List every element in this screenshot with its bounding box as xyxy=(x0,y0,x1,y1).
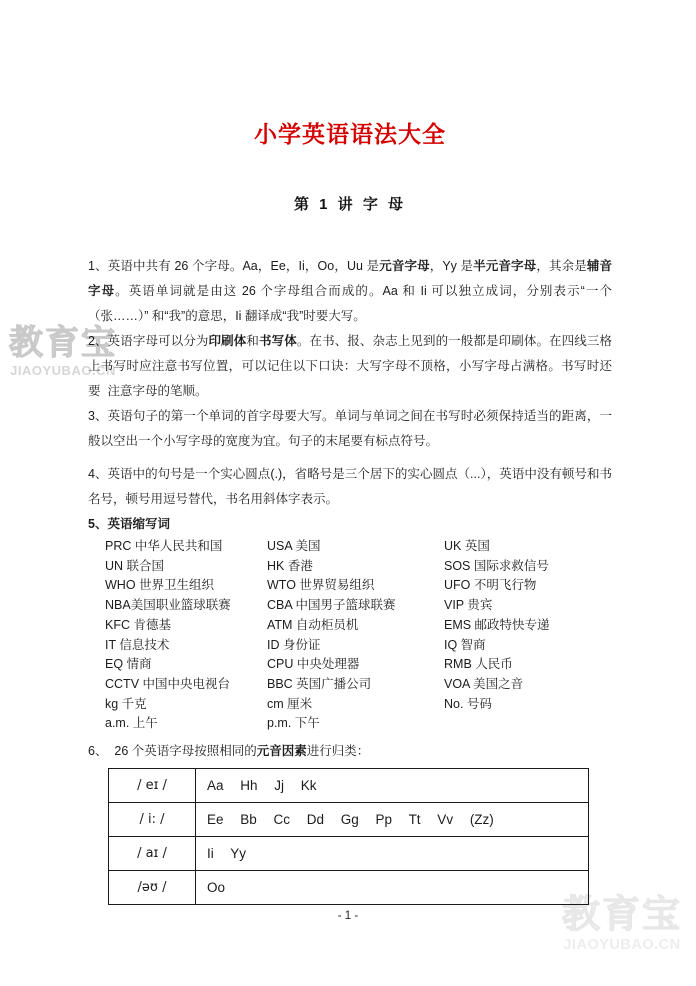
phoneme-symbol-cell: / aɪ / xyxy=(109,837,196,871)
paragraph-3: 3、英语句子的第一个单词的首字母要大写。单词与单词之间在书写时必须保持适当的距离，一 般以空出一个小写字母的宽度为宜。句子的末尾要有标点符号。 xyxy=(88,409,619,448)
abbreviation-item: IT 信息技术 xyxy=(105,637,170,652)
abbreviation-item: NBA美国职业篮球联赛 xyxy=(105,598,231,613)
paragraph-2 xyxy=(88,329,619,404)
letters-cell: Oo xyxy=(196,871,589,905)
phoneme-symbol-cell: / i: / xyxy=(109,803,196,837)
lesson-heading: 第 1 讲 字 母 xyxy=(293,196,406,213)
heading-text: 进行归类： xyxy=(306,744,370,759)
bold-term-print-style: 印刷体 xyxy=(208,334,247,348)
abbreviation-item: VIP 贵宾 xyxy=(444,598,493,613)
bold-term-vowel-phoneme: 元音因素 xyxy=(256,744,307,759)
classification-heading xyxy=(88,739,612,764)
document-title: 小学英语语法大全 xyxy=(254,121,446,147)
abbreviation-item: kg 千克 xyxy=(105,696,147,711)
abbreviation-item: HK 香港 xyxy=(267,558,313,573)
watermark-logo: 教育宝 xyxy=(561,894,682,936)
abbreviation-list xyxy=(105,537,612,734)
letters-cell: Aa Hh Jj Kk xyxy=(196,769,589,803)
heading-text: 6、 26 个英语字母按照相同的 xyxy=(88,744,257,759)
watermark-logo: 教育宝 xyxy=(9,324,117,362)
bold-term-vowel-letters: 元音字母 xyxy=(379,259,430,273)
paragraph-text: 和 xyxy=(246,334,260,348)
abbreviation-item: UK 英国 xyxy=(444,539,490,553)
abbreviation-item: No. 号码 xyxy=(444,696,492,711)
abbreviation-item: CPU 中央处理器 xyxy=(267,657,360,672)
paragraph-4: 4、英语中的句号是一个实心圆点(.)，省略号是三个居下的实心圆点（...），英语中没有顿号和书名号，顿号用逗号替代，书名用斜体字表示。 xyxy=(88,467,612,506)
paragraph-text: ，Yy 是 xyxy=(429,259,474,273)
table-row xyxy=(109,769,589,803)
abbreviation-item: PRC 中华人民共和国 xyxy=(105,539,223,553)
abbreviation-item: ID 身份证 xyxy=(267,637,321,652)
bold-term-consonant-letters: 辅音字母 xyxy=(88,259,612,298)
paragraph-text: 1、英语中共有 26 个字母。Aa，Ee，Ii，Oo，Uu 是 xyxy=(88,259,380,273)
abbreviation-item: cm 厘米 xyxy=(267,696,313,711)
paragraph-text: 2、英语字母可以分为 xyxy=(88,334,209,348)
abbreviations-heading: 5、英语缩写词 xyxy=(88,517,170,531)
paragraph-text: 。英语单词就是由这 26 个字母组合而成的。Aa 和 Ii 可以独立成词，分别表示“一个（张……）” 和“我”的意思，Ii 翻译成“我”时要大写。 xyxy=(88,284,612,323)
abbreviation-column-2 xyxy=(267,537,444,734)
abbreviation-item: VOA 美国之音 xyxy=(444,676,524,691)
phoneme-classification-table xyxy=(108,768,589,905)
abbreviation-item: CBA 中国男子篮球联赛 xyxy=(267,598,396,613)
abbreviation-item: UN 联合国 xyxy=(105,558,165,573)
abbreviation-item: IQ 智商 xyxy=(444,637,486,652)
abbreviation-item: EMS 邮政特快专递 xyxy=(444,617,550,632)
phoneme-symbol-cell: /əʊ / xyxy=(109,871,196,905)
page-number: - 1 - xyxy=(337,910,359,922)
paragraph-text: 。在书、报、杂志上见到的一般都是印刷体。在四线三格 上书写时应注意书写位置，可以记住以下口诀：大写字母不顶格，小写字母占满格。书写时还要 注意字母的笔顺。 xyxy=(88,334,619,398)
abbreviation-column-3 xyxy=(444,537,612,734)
abbreviation-item: p.m. 下午 xyxy=(267,716,320,731)
letters-cell: Ii Yy xyxy=(196,837,589,871)
paragraph-1 xyxy=(88,254,612,329)
watermark-url: JIAOYUBAO.CN xyxy=(10,363,116,378)
abbreviation-item: WHO 世界卫生组织 xyxy=(105,578,215,593)
table-row xyxy=(109,803,589,837)
paragraph-text: ，其余是 xyxy=(536,259,587,273)
abbreviation-item: CCTV 中国中央电视台 xyxy=(105,676,231,691)
abbreviation-item: KFC 肯德基 xyxy=(105,617,171,632)
abbreviation-item: a.m. 上午 xyxy=(105,716,158,731)
table-row xyxy=(109,871,589,905)
abbreviation-item: SOS 国际求救信号 xyxy=(444,558,549,573)
abbreviation-item: WTO 世界贸易组织 xyxy=(267,578,375,593)
abbreviation-item: RMB 人民币 xyxy=(444,657,513,672)
abbreviation-item: EQ 情商 xyxy=(105,657,152,672)
phoneme-symbol-cell: / eɪ / xyxy=(109,769,196,803)
abbreviation-item: ATM 自动柜员机 xyxy=(267,617,359,632)
bold-term-semivowel-letter: 半元音字母 xyxy=(473,259,537,273)
watermark-url: JIAOYUBAO.CN xyxy=(563,937,681,953)
abbreviation-item: BBC 英国广播公司 xyxy=(267,676,372,691)
abbreviation-item: UFO 不明飞行物 xyxy=(444,578,537,593)
letters-cell: Ee Bb Cc Dd Gg Pp Tt Vv (Zz) xyxy=(196,803,589,837)
bold-term-handwriting-style: 书写体 xyxy=(259,334,297,348)
abbreviation-item: USA 美国 xyxy=(267,539,321,553)
table-row xyxy=(109,837,589,871)
abbreviation-column-1 xyxy=(105,537,267,734)
